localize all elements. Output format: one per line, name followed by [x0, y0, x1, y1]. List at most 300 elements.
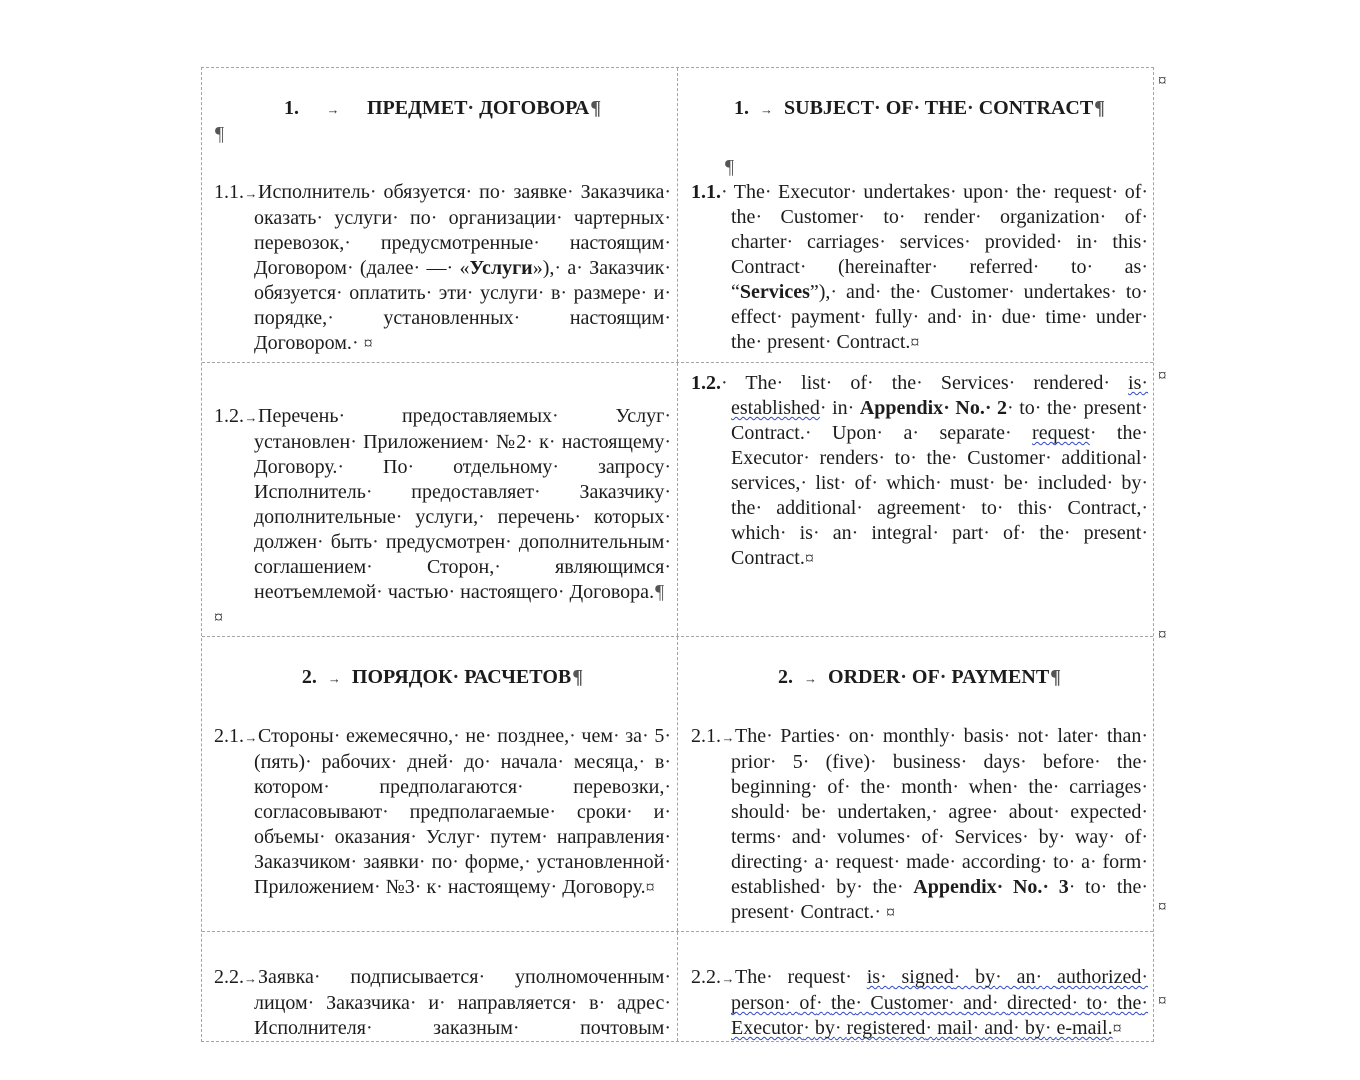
space-dot: · — [1003, 181, 1010, 203]
space-dot: · — [1020, 751, 1027, 773]
space-dot: · — [1141, 472, 1149, 494]
clause-number: 1. — [734, 97, 749, 119]
space-dot: · — [830, 281, 838, 303]
space-dot: · — [1068, 851, 1076, 873]
end-of-row-mark: ¤ — [1158, 71, 1167, 90]
space-dot: · — [1141, 801, 1149, 823]
space-dot: · — [1101, 992, 1109, 1014]
text-run: SUBJECT· OF· THE· CONTRACT — [784, 97, 1094, 119]
space-dot: · — [1108, 826, 1115, 848]
space-dot: · — [874, 97, 881, 119]
space-dot: · — [467, 97, 475, 119]
space-dot: · — [935, 472, 942, 494]
row-4-request-right-cell — [678, 932, 1153, 1041]
space-dot: · — [1141, 992, 1149, 1014]
clause-1-2-ru — [214, 404, 671, 605]
text-run: ORDER· OF· PAYMENT — [828, 666, 1050, 688]
text-run: »),· а· Заказчик· обязуется· оплатить· эти· услуги· в· размере· и· порядке,· установленных· настоящим· Договором.· — [254, 257, 672, 354]
end-of-row-mark: ¤ — [1158, 897, 1167, 916]
space-dot: · — [1141, 372, 1149, 394]
space-dot: · — [1141, 497, 1149, 519]
space-dot: · — [878, 447, 886, 469]
pilcrow-mark: ¶ — [590, 97, 602, 119]
space-dot: · — [1045, 447, 1052, 469]
heading-subject-en — [691, 96, 1148, 122]
space-dot: · — [664, 181, 672, 203]
space-dot: · — [664, 556, 672, 578]
space-dot: · — [932, 522, 940, 544]
space-dot: · — [949, 725, 957, 747]
pilcrow-mark: ¶ — [215, 123, 225, 145]
tab-mark: → — [721, 730, 735, 745]
space-dot: · — [1030, 306, 1038, 328]
space-dot: · — [336, 282, 343, 304]
pilcrow-mark: ¶ — [572, 666, 584, 688]
space-dot: · — [439, 992, 446, 1014]
tab-mark: → — [244, 410, 258, 425]
space-dot: · — [956, 306, 963, 328]
space-dot: · — [1012, 776, 1019, 798]
space-dot: · — [409, 992, 417, 1014]
space-dot: · — [803, 1017, 810, 1039]
space-dot: · — [569, 725, 576, 747]
space-dot: · — [876, 422, 884, 444]
text-run: The· request· — [735, 966, 852, 988]
space-dot: · — [859, 306, 867, 328]
space-dot: · — [1032, 256, 1040, 278]
space-dot: · — [943, 397, 950, 419]
space-dot: · — [776, 306, 783, 328]
text-run: Заявка· подписывается· уполномоченным· лицом· Заказчика· и· направляется· в· адрес· Исполнителя· заказным· почтовым· — [254, 966, 672, 1039]
text-run: · to· the· present· Contract.· — [731, 876, 1148, 923]
space-dot: · — [912, 306, 920, 328]
space-dot: · — [874, 901, 881, 923]
space-dot: · — [960, 751, 968, 773]
text-run: ПОРЯДОК· РАСЧЕТОВ — [351, 666, 572, 688]
space-dot: · — [820, 801, 827, 823]
space-dot: · — [858, 206, 865, 228]
space-dot: · — [984, 397, 992, 419]
space-dot: · — [664, 232, 672, 254]
space-dot: · — [868, 725, 876, 747]
space-dot: · — [1106, 472, 1114, 494]
space-dot: · — [834, 725, 842, 747]
clause-number: 1.1. — [691, 181, 721, 203]
end-of-cell-mark-line — [214, 605, 671, 630]
space-dot: · — [552, 405, 559, 427]
space-dot: · — [350, 431, 357, 453]
end-of-cell-mark: ¤ — [363, 333, 373, 353]
space-dot: · — [855, 992, 863, 1014]
space-dot: · — [351, 332, 359, 354]
end-of-cell-mark: ¤ — [1112, 1018, 1122, 1038]
space-dot: · — [323, 776, 330, 798]
end-of-cell-mark: ¤ — [645, 877, 655, 897]
space-dot: · — [1034, 397, 1042, 419]
text-run: Services — [739, 281, 810, 303]
space-dot: · — [664, 506, 671, 528]
space-dot: · — [638, 751, 646, 773]
space-dot: · — [664, 966, 671, 988]
space-dot: · — [1053, 801, 1060, 823]
text-run: Appendix· No.· 3 — [913, 876, 1069, 898]
space-dot: · — [1092, 725, 1100, 747]
space-dot: · — [874, 281, 882, 303]
space-dot: · — [1141, 776, 1148, 798]
space-dot: · — [305, 751, 312, 773]
space-dot: · — [664, 282, 672, 304]
space-dot: · — [430, 207, 438, 229]
space-dot: · — [452, 666, 460, 688]
space-dot: · — [995, 966, 1002, 988]
space-dot: · — [834, 1017, 842, 1039]
space-dot: · — [372, 531, 379, 553]
space-dot: · — [425, 282, 433, 304]
heading-payment-ru — [214, 665, 671, 691]
space-dot: · — [819, 397, 827, 419]
row-3-payment — [202, 636, 1153, 931]
clause-number: 2. — [301, 666, 317, 688]
space-dot: · — [949, 851, 957, 873]
clause-number: 2.2. — [214, 966, 244, 988]
clause-2-2-ru — [214, 965, 671, 1041]
space-dot: · — [912, 422, 920, 444]
space-dot: · — [466, 282, 474, 304]
space-dot: · — [847, 397, 855, 419]
space-dot: · — [1103, 372, 1110, 394]
space-dot: · — [570, 992, 578, 1014]
space-dot: · — [1003, 725, 1011, 747]
clause-1-1-ru — [214, 180, 671, 356]
space-dot: · — [867, 372, 874, 394]
space-dot: · — [1141, 231, 1148, 253]
text-run: · the· Executor· renders· to· the· Customer· additional· services,· list· of· which· must· be· included· by· the· additional· agreement· to· this· Contract,· which· is· an· integral· part· of· the· present· Contract. — [731, 422, 1149, 569]
space-dot: · — [626, 801, 633, 823]
space-dot: · — [784, 992, 791, 1014]
space-dot: · — [313, 966, 321, 988]
space-dot: · — [1111, 181, 1119, 203]
space-dot: · — [845, 966, 852, 988]
space-dot: · — [804, 422, 812, 444]
space-dot: · — [474, 826, 482, 848]
space-dot: · — [664, 1017, 671, 1039]
space-dot: · — [557, 581, 565, 603]
space-dot: · — [664, 826, 672, 848]
tab-mark: → — [804, 671, 818, 686]
space-dot: · — [526, 431, 533, 453]
space-dot: · — [1141, 206, 1149, 228]
space-dot: · — [350, 851, 358, 873]
space-dot: · — [870, 751, 877, 773]
space-dot: · — [786, 231, 794, 253]
grammar-flagged-text: is· established — [731, 372, 1149, 419]
grammar-flagged-text: request — [1032, 422, 1090, 444]
space-dot: · — [664, 751, 672, 773]
space-dot: · — [344, 232, 351, 254]
space-dot: · — [382, 801, 389, 823]
space-dot: · — [1071, 397, 1079, 419]
space-dot: · — [1044, 1017, 1052, 1039]
text-run: The· Parties· on· monthly· basis· not· later· than· prior· 5· (five)· business· days· before· the· beginning· of· the· month· when· the· carriages· should· be· undertaken,· agree· about· expected· terms· and· volumes· of· Services· by· way· of· directing· a· request· made· according· to· a· form· established· by· the· — [731, 725, 1149, 898]
space-dot: · — [721, 372, 728, 394]
space-dot: · — [465, 181, 473, 203]
space-dot: · — [913, 97, 921, 119]
space-dot: · — [376, 581, 383, 603]
tab-mark: → — [244, 186, 258, 201]
space-dot: · — [1008, 281, 1015, 303]
space-dot: · — [775, 826, 783, 848]
space-dot: · — [1141, 826, 1149, 848]
clause-number: 1.2. — [214, 405, 244, 427]
clause-2-1-en — [691, 724, 1148, 925]
space-dot: · — [1141, 725, 1149, 747]
text-run: ПРЕДМЕТ· ДОГОВОРА — [366, 97, 590, 119]
space-dot: · — [1141, 751, 1149, 773]
space-dot: · — [447, 751, 455, 773]
space-dot: · — [1089, 422, 1097, 444]
space-dot: · — [613, 725, 620, 747]
space-dot: · — [856, 876, 863, 898]
space-dot: · — [784, 801, 792, 823]
space-dot: · — [964, 231, 971, 253]
space-dot: · — [307, 992, 315, 1014]
space-dot: · — [1141, 522, 1148, 544]
space-dot: · — [446, 257, 454, 279]
space-dot: · — [916, 372, 923, 394]
space-dot: · — [484, 751, 491, 773]
space-dot: · — [820, 826, 828, 848]
row-2-services-list-left-cell — [202, 363, 678, 636]
text-run: Appendix· No.· 2 — [859, 397, 1008, 419]
space-dot: · — [533, 232, 540, 254]
space-dot: · — [914, 281, 922, 303]
space-dot: · — [1022, 826, 1029, 848]
space-dot: · — [802, 751, 810, 773]
space-dot: · — [1099, 206, 1107, 228]
space-dot: · — [776, 372, 784, 394]
space-dot: · — [1013, 1017, 1020, 1039]
heading-payment-en — [691, 665, 1148, 691]
end-of-cell-mark: ¤ — [910, 332, 920, 352]
space-dot: · — [1019, 522, 1027, 544]
row-3-payment-left-cell — [202, 637, 678, 931]
space-dot: · — [766, 966, 773, 988]
space-dot: · — [369, 181, 377, 203]
space-dot: · — [1043, 725, 1050, 747]
grammar-flagged-text: is· signed· by· an· authorized· person· of· the· Customer· and· directed· to· the· Executor· by· registered· mail· and· by· e-mail. — [731, 966, 1149, 1039]
space-dot: · — [939, 666, 947, 688]
space-dot: · — [769, 751, 777, 773]
space-dot: · — [346, 257, 354, 279]
space-dot: · — [802, 851, 809, 873]
space-dot: · — [327, 307, 334, 329]
clause-2-1-ru — [214, 724, 671, 900]
text-run: Исполнитель· обязуется· по· заявке· Заказчика· оказать· услуги· по· организации· чартерных· перевозок,· предусмотренные· настоящим· Договором· (далее· —· « — [254, 181, 672, 279]
space-dot: · — [517, 776, 524, 798]
space-dot: · — [485, 725, 492, 747]
space-dot: · — [664, 725, 671, 747]
space-dot: · — [871, 472, 878, 494]
space-dot: · — [1004, 422, 1012, 444]
end-of-row-mark: ¤ — [1158, 366, 1167, 385]
space-dot: · — [1063, 522, 1071, 544]
space-dot: · — [494, 556, 501, 578]
space-dot: · — [548, 431, 556, 453]
text-run: Перечень· предоставляемых· Услуг· установлен· Приложением· №2· к· настоящему· Договору.· По· отдельному· запросу· Исполнитель· предоставляет· Заказчику· дополнительные· услуги,· перечень· которых· должен· быть· предусмотрен· дополнительным· соглашением· Сторон,· являющимся· неотъемлемой· частью· настоящего· Договора. — [254, 405, 672, 603]
space-dot: · — [1110, 281, 1117, 303]
space-dot: · — [1141, 281, 1149, 303]
space-dot: · — [453, 725, 460, 747]
space-dot: · — [576, 257, 583, 279]
space-dot: · — [823, 851, 831, 873]
space-dot: · — [904, 826, 912, 848]
row-1-subject-right-cell — [678, 68, 1153, 362]
row-1-subject-left-cell — [202, 68, 678, 362]
space-dot: · — [996, 497, 1004, 519]
space-dot: · — [1008, 372, 1016, 394]
space-dot: · — [1071, 992, 1079, 1014]
space-dot: · — [319, 826, 326, 848]
space-dot: · — [938, 826, 945, 848]
space-dot: · — [1141, 966, 1149, 988]
end-of-row-marks-layer — [1158, 67, 1180, 1017]
tab-mark: → — [326, 102, 340, 117]
space-dot: · — [664, 851, 672, 873]
space-dot: · — [953, 966, 961, 988]
space-dot: · — [1058, 826, 1066, 848]
space-dot: · — [499, 181, 507, 203]
end-of-cell-mark: ¤ — [214, 607, 223, 627]
tab-mark: → — [721, 971, 735, 986]
space-dot: · — [512, 1017, 520, 1039]
space-dot: · — [925, 1017, 933, 1039]
space-dot: · — [1141, 851, 1148, 873]
space-dot: · — [755, 331, 763, 353]
space-dot: · — [825, 372, 833, 394]
space-dot: · — [436, 876, 443, 898]
space-dot: · — [779, 522, 787, 544]
space-dot: · — [986, 306, 994, 328]
space-dot: · — [664, 405, 671, 427]
space-dot: · — [410, 826, 417, 848]
space-dot: · — [1022, 472, 1030, 494]
space-dot: · — [975, 206, 982, 228]
space-dot: · — [931, 256, 938, 278]
end-of-cell-mark: ¤ — [885, 902, 895, 922]
space-dot: · — [910, 447, 917, 469]
space-dot: · — [1007, 397, 1014, 419]
space-dot: · — [1141, 422, 1148, 444]
space-dot: · — [1068, 876, 1076, 898]
space-dot: · — [414, 876, 422, 898]
space-dot: · — [972, 1017, 980, 1039]
space-dot: · — [567, 181, 574, 203]
space-dot: · — [365, 1017, 373, 1039]
row-4-request-left-cell — [202, 932, 678, 1041]
pilcrow-mark: ¶ — [725, 156, 735, 178]
space-dot: · — [824, 331, 832, 353]
space-dot: · — [991, 801, 999, 823]
empty-paragraph — [214, 122, 671, 147]
space-dot: · — [413, 257, 421, 279]
text-run: Стороны· ежемесячно,· не· позднее,· чем· за· 5· (пять)· рабочих· дней· до· начала· месяца,· в· котором· предполагаются· перевозки,· согласовывают· предполагаемые· сроки· и· объемы· оказания· Услуг· путем· направления· Заказчиком· заявки· по· форме,· установленной· Приложением· №3· к· настоящему· Договору. — [254, 725, 672, 898]
end-of-row-mark: ¤ — [1158, 625, 1167, 644]
contract-table — [201, 67, 1154, 1042]
space-dot: · — [407, 456, 415, 478]
row-2-services-list-right-cell — [678, 363, 1153, 636]
space-dot: · — [1046, 497, 1054, 519]
space-dot: · — [554, 257, 562, 279]
space-dot: · — [557, 751, 565, 773]
space-dot: · — [949, 181, 957, 203]
clause-number: 2. — [778, 666, 794, 688]
pilcrow-mark: ¶ — [655, 581, 665, 603]
space-dot: · — [392, 207, 399, 229]
tab-mark: → — [244, 971, 257, 986]
text-run: · in· — [819, 397, 855, 419]
space-dot: · — [800, 472, 808, 494]
space-dot: · — [893, 851, 901, 873]
space-dot: · — [524, 851, 531, 873]
space-dot: · — [452, 851, 459, 873]
space-dot: · — [856, 497, 863, 519]
space-dot: · — [541, 826, 548, 848]
space-dot: · — [755, 497, 763, 519]
space-dot: · — [803, 447, 810, 469]
space-dot: · — [483, 431, 490, 453]
space-dot: · — [390, 751, 398, 773]
space-dot: · — [550, 876, 558, 898]
heading-subject-ru — [214, 96, 671, 122]
space-dot: · — [1141, 306, 1149, 328]
space-dot: · — [879, 231, 886, 253]
clause-number: 2.2. — [691, 966, 721, 988]
end-of-cell-mark: ¤ — [804, 548, 814, 568]
space-dot: · — [1141, 447, 1149, 469]
space-dot: · — [948, 992, 955, 1014]
space-dot: · — [983, 522, 990, 544]
space-dot: · — [992, 992, 999, 1014]
space-dot: · — [812, 522, 820, 544]
space-dot: · — [513, 307, 521, 329]
space-dot: · — [850, 181, 857, 203]
space-dot: · — [664, 776, 672, 798]
clause-1-2-en — [691, 371, 1148, 571]
space-dot: · — [839, 472, 847, 494]
space-dot: · — [1055, 231, 1063, 253]
text-run: The· list· of· the· Services· rendered· — [745, 372, 1110, 394]
clause-number: 2.1. — [214, 725, 244, 747]
clause-number: 2.1. — [691, 725, 721, 747]
space-dot: · — [1080, 306, 1088, 328]
space-dot: · — [366, 556, 373, 578]
space-dot: · — [395, 506, 403, 528]
end-of-row-mark: ¤ — [1158, 991, 1167, 1010]
space-dot: · — [764, 181, 772, 203]
space-dot: · — [1035, 966, 1043, 988]
space-dot: · — [549, 801, 557, 823]
space-dot: · — [552, 456, 560, 478]
clause-2-2-en — [691, 965, 1148, 1041]
space-dot: · — [1086, 256, 1094, 278]
space-dot: · — [598, 992, 606, 1014]
tab-mark: → — [760, 102, 773, 117]
space-dot: · — [896, 876, 904, 898]
space-dot: · — [640, 282, 648, 304]
space-dot: · — [1141, 397, 1149, 419]
space-dot: · — [996, 876, 1004, 898]
space-dot: · — [333, 725, 341, 747]
